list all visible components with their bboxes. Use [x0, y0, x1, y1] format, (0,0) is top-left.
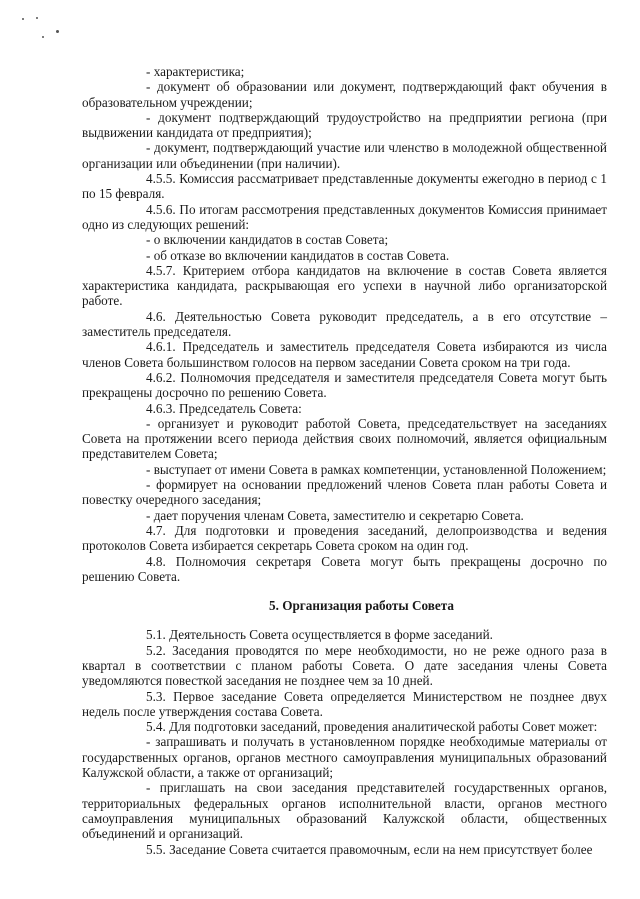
paragraph: 5.1. Деятельность Совета осуществляется в форме заседаний. — [146, 627, 493, 643]
paragraph: - формирует на основании предложений членов Совета план работы Совета и повестку очередного заседания; — [82, 477, 607, 508]
paragraph: - о включении кандидатов в состав Совета; — [146, 232, 389, 248]
section-heading: 5. Организация работы Совета — [269, 598, 454, 614]
paragraph: 4.5.6. По итогам рассмотрения представленных документов Комиссия принимает одно из следующих решений: — [82, 201, 607, 232]
paragraph: 5.4. Для подготовки заседаний, проведения аналитической работы Совет может: — [146, 719, 598, 735]
paragraph: - об отказе во включении кандидатов в состав Совета. — [146, 247, 450, 263]
paragraph: 4.6.2. Полномочия председателя и заместителя председателя Совета могут быть прекращены досрочно по решению Совета. — [82, 369, 607, 401]
paragraph: - документ подтверждающий трудоустройство на предприятии региона (при выдвижении кандидата от предприятия); — [82, 109, 607, 141]
paragraph: 4.6.3. Председатель Совета: — [146, 400, 302, 416]
paragraph: 4.5.7. Критерием отбора кандидатов на включение в состав Совета является характеристика кандидата, раскрывающая его успехи в научной либо организаторской работе. — [82, 262, 607, 309]
paragraph: - характеристика; — [146, 64, 245, 79]
paragraph: 4.6. Деятельностью Совета руководит председатель, а в его отсутствие – заместитель председателя. — [82, 308, 607, 340]
paragraph: 5.5. Заседание Совета считается правомочным, если на нем присутствует более — [146, 841, 593, 857]
paragraph: - выступает от имени Совета в рамках компетенции, установленной Положением; — [146, 461, 607, 477]
document-body — [82, 64, 607, 857]
scan-speck — [36, 17, 38, 19]
scan-speck — [42, 36, 44, 38]
paragraph: - дает поручения членам Совета, заместителю и секретарю Совета. — [146, 507, 524, 523]
paragraph: - документ об образовании или документ, подтверждающий факт обучения в образовательном учреждении; — [82, 79, 607, 110]
paragraph: 4.8. Полномочия секретаря Совета могут быть прекращены досрочно по решению Совета. — [82, 553, 607, 584]
scan-speck — [22, 18, 24, 20]
paragraph: - организует и руководит работой Совета, председательствует на заседаниях Совета на протяжении всего периода действия своих полномочий, является официальным представителем Совета; — [82, 415, 607, 462]
paragraph: 4.5.5. Комиссия рассматривает представленные документы ежегодно в период с 1 по 15 февраля. — [82, 171, 607, 202]
paragraph: 5.3. Первое заседание Совета определяется Министерством не позднее двух недель после утверждения состава Совета. — [82, 688, 607, 719]
paragraph: 5.2. Заседания проводятся по мере необходимости, но не реже одного раза в квартал в соответствии с планом работы Совета. О дате заседания члены Совета уведомляются повесткой заседания не позднее чем за 10 дней. — [82, 642, 607, 689]
paragraph: - запрашивать и получать в установленном порядке необходимые материалы от государственных органов, органов местного самоуправления муниципальных образований Калужской области, а также от организаций; — [82, 734, 607, 781]
paragraph: 4.7. Для подготовки и проведения заседаний, делопроизводства и ведения протоколов Совета избирается секретарь Совета сроком на один год. — [82, 522, 607, 554]
scan-specks — [12, 14, 72, 44]
paragraph: - приглашать на свои заседания представителей государственных органов, территориальных федеральных органов исполнительной власти, органов местного самоуправления муниципальных образований Калужской области, общественных объединений и организаций. — [82, 780, 607, 842]
spacer — [82, 613, 607, 627]
paragraph: 4.6.1. Председатель и заместитель председателя Совета избираются из числа членов Совета большинством голосов на первом заседании Совета сроком на три года. — [82, 339, 607, 370]
spacer — [82, 584, 607, 598]
paragraph: - документ, подтверждающий участие или членство в молодежной общественной организации или объединении (при наличии). — [82, 140, 607, 171]
scan-speck — [56, 30, 59, 33]
